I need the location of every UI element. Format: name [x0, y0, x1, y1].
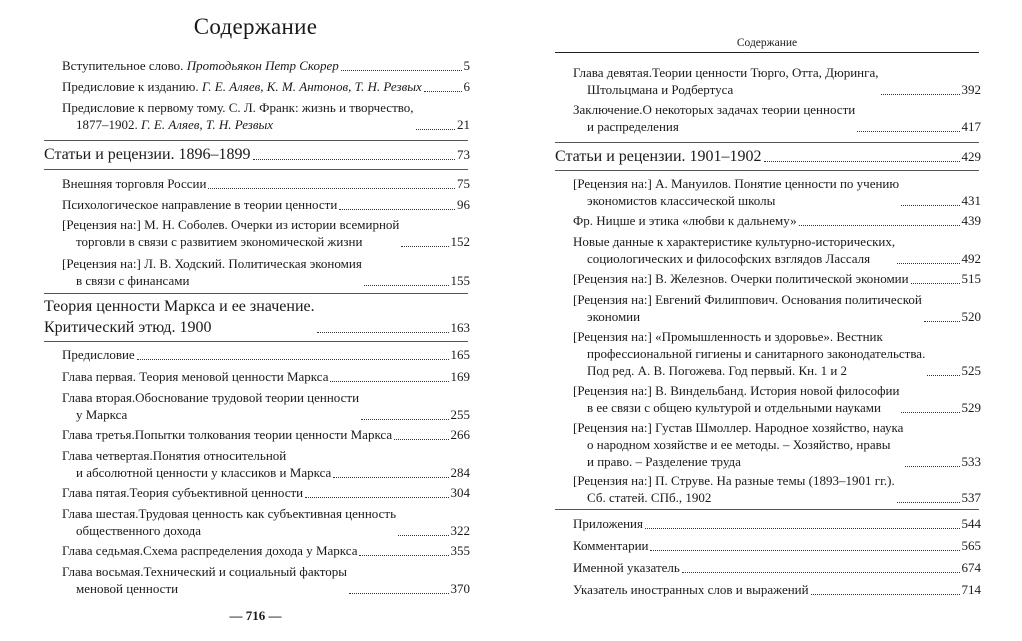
toc-entry-foreign-index[interactable]: Указатель иностранных слов и выражений 714 [573, 582, 981, 597]
page-number: 492 [961, 251, 981, 266]
page-number: 392 [961, 82, 981, 97]
leader-dots [881, 81, 960, 95]
page-number: 515 [961, 271, 981, 286]
leader-dots [253, 146, 455, 160]
folio: — 716 — [229, 608, 282, 623]
toc-entry[interactable]: Глава пятая.Теория субъективной ценности 304 [62, 485, 470, 500]
section-divider [555, 142, 979, 143]
toc-entry[interactable]: Внешняя торговля России 75 [62, 176, 470, 191]
toc-entry[interactable]: [Рецензия на:] В. Виндельбанд. История новой философии в ее связи с общею культурой и отдельными науками 529 [573, 383, 981, 415]
toc-entry[interactable]: [Рецензия на:] «Промышленность и здоровье». Вестник профессиональной гигиены и санитарного законодательства. Под ред. А. В. Погожева. Год первый. Кн. 1 и 2 525 [573, 329, 981, 378]
page-number: 73 [457, 147, 470, 162]
toc-entry-comments[interactable]: Комментарии 565 [573, 538, 981, 553]
leader-dots [682, 559, 960, 573]
toc-entry[interactable]: Глава первая. Теория меновой ценности Маркса 169 [62, 369, 470, 384]
section-divider [555, 170, 979, 171]
toc-entry[interactable]: [Рецензия на:] А. Мануилов. Понятие ценности по учению экономистов классической школы 431 [573, 176, 981, 208]
leader-dots [137, 346, 449, 360]
page-number: 714 [961, 582, 981, 597]
page-number: 255 [450, 407, 470, 422]
leader-dots [208, 175, 455, 189]
page-number: 304 [450, 485, 470, 500]
leader-dots [341, 57, 462, 71]
toc-entry-appendices[interactable]: Приложения 544 [573, 516, 981, 531]
leader-dots [401, 233, 448, 247]
leader-dots [317, 319, 449, 333]
leader-dots [764, 148, 960, 162]
leader-dots [924, 308, 960, 322]
page-number: 520 [961, 309, 981, 324]
toc-entry[interactable]: [Рецензия на:] М. Н. Соболев. Очерки из истории всемирной торговли в связи с развитием экономической жизни 152 [62, 217, 470, 249]
page-number: 284 [450, 465, 470, 480]
leader-dots [416, 116, 455, 130]
leader-dots [905, 453, 959, 467]
page-number: 96 [457, 197, 470, 212]
page-number: 165 [450, 347, 470, 362]
leader-dots [330, 368, 448, 382]
toc-entry[interactable]: Глава восьмая.Технический и социальный факторы меновой ценности 370 [62, 564, 470, 596]
toc-entry[interactable]: [Рецензия на:] П. Струве. На разные темы (1893–1901 гг.). Сб. статей. СПб., 1902 537 [573, 473, 981, 505]
page-number: 537 [961, 490, 981, 505]
page-number: 439 [961, 213, 981, 228]
leader-dots [857, 118, 959, 132]
page-number: 21 [457, 117, 470, 132]
toc-entry[interactable]: Глава третья.Попытки толкования теории ценности Маркса 266 [62, 427, 470, 442]
section-divider [555, 509, 979, 510]
toc-entry[interactable]: Психологическое направление в теории ценности 96 [62, 197, 470, 212]
leader-dots [901, 192, 959, 206]
leader-dots [333, 464, 448, 478]
running-head: Содержание [736, 37, 798, 49]
leader-dots [911, 270, 960, 284]
page-number: 266 [450, 427, 470, 442]
toc-entry-foreword[interactable]: Вступительное слово. Протодьякон Петр Скорер 5 [62, 58, 470, 73]
toc-entry[interactable]: Предисловие 165 [62, 347, 470, 362]
page-number: 355 [450, 543, 470, 558]
leader-dots [305, 484, 448, 498]
toc-entry[interactable]: Заключение.О некоторых задачах теории ценности и распределения 417 [573, 102, 981, 134]
toc-entry[interactable]: Глава четвертая.Понятия относительной и абсолютной ценности у классиков и Маркса 284 [62, 448, 470, 480]
page-number: 6 [463, 79, 470, 94]
page-number: 544 [961, 516, 981, 531]
toc-section-articles-1901-1902[interactable]: Статьи и рецензии. 1901–1902 429 [555, 148, 981, 165]
section-divider [44, 293, 468, 294]
leader-dots [897, 250, 959, 264]
page-number: 75 [457, 176, 470, 191]
leader-dots [359, 542, 448, 556]
page-number: 370 [450, 581, 470, 596]
toc-entry[interactable]: [Рецензия на:] Густав Шмоллер. Народное хозяйство, наука о народном хозяйстве и ее методы. – Хозяйство, нравы и право. – Разделение труда 533 [573, 420, 981, 469]
leader-dots [799, 212, 960, 226]
page-number: 152 [450, 234, 470, 249]
page-number: 533 [961, 454, 981, 469]
leader-dots [650, 537, 959, 551]
leader-dots [364, 272, 449, 286]
header-rule [555, 52, 979, 53]
page-number: 169 [450, 369, 470, 384]
toc-entry-name-index[interactable]: Именной указатель 674 [573, 560, 981, 575]
toc-entry[interactable]: Глава девятая.Теории ценности Тюрго, Отта, Дюринга, Штольцмана и Родбертуса 392 [573, 65, 981, 97]
leader-dots [897, 489, 960, 503]
toc-entry[interactable]: Глава седьмая.Схема распределения дохода у Маркса 355 [62, 543, 470, 558]
toc-entry[interactable]: Фр. Ницше и этика «любви к дальнему» 439 [573, 213, 981, 228]
toc-entry[interactable]: [Рецензия на:] Л. В. Ходский. Политическая экономия в связи с финансами 155 [62, 256, 470, 288]
leader-dots [349, 580, 448, 594]
leader-dots [811, 581, 960, 595]
right-page [511, 0, 1022, 641]
leader-dots [339, 196, 455, 210]
section-divider [44, 341, 468, 342]
section-divider [44, 140, 468, 141]
section-divider [44, 169, 468, 170]
page-number: 525 [961, 363, 981, 378]
toc-entry[interactable]: Глава вторая.Обоснование трудовой теории ценности у Маркса 255 [62, 390, 470, 422]
page-number: 163 [450, 320, 470, 335]
leader-dots [927, 362, 959, 376]
page-number: 429 [961, 149, 981, 164]
toc-entry-volume-preface[interactable]: Предисловие к первому тому. С. Л. Франк: жизнь и творчество, 1877–1902. Г. Е. Аляев, Т. Н. Резвых 21 [62, 100, 470, 132]
page-number: 674 [961, 560, 981, 575]
leader-dots [645, 515, 960, 529]
contents-title: Содержание [193, 14, 318, 39]
page-number: 565 [961, 538, 981, 553]
leader-dots [901, 399, 959, 413]
page-number: 155 [450, 273, 470, 288]
toc-section-articles-1896-1899[interactable]: Статьи и рецензии. 1896–1899 73 [44, 146, 470, 163]
toc-section-marx-theory[interactable]: Теория ценности Маркса и ее значение. Критический этюд. 1900 163 [44, 298, 470, 336]
leader-dots [394, 426, 448, 440]
page-number: 322 [450, 523, 470, 538]
page-number: 5 [463, 58, 470, 73]
page-number: 431 [961, 193, 981, 208]
page-number: 417 [961, 119, 981, 134]
leader-dots [361, 406, 448, 420]
toc-entry[interactable]: Глава шестая.Трудовая ценность как субъективная ценность общественного дохода 322 [62, 506, 470, 538]
toc-entry[interactable]: [Рецензия на:] Евгений Филиппович. Основания политической экономии 520 [573, 292, 981, 324]
toc-entry-edition-preface[interactable]: Предисловие к изданию. Г. Е. Аляев, К. М. Антонов, Т. Н. Резвых 6 [62, 79, 470, 94]
leader-dots [424, 78, 462, 92]
toc-entry[interactable]: [Рецензия на:] В. Железнов. Очерки политической экономии 515 [573, 271, 981, 286]
page-number: 529 [961, 400, 981, 415]
leader-dots [398, 522, 448, 536]
toc-entry[interactable]: Новые данные к характеристике культурно-исторических, социологических и философских взглядов Лассаля 492 [573, 234, 981, 266]
